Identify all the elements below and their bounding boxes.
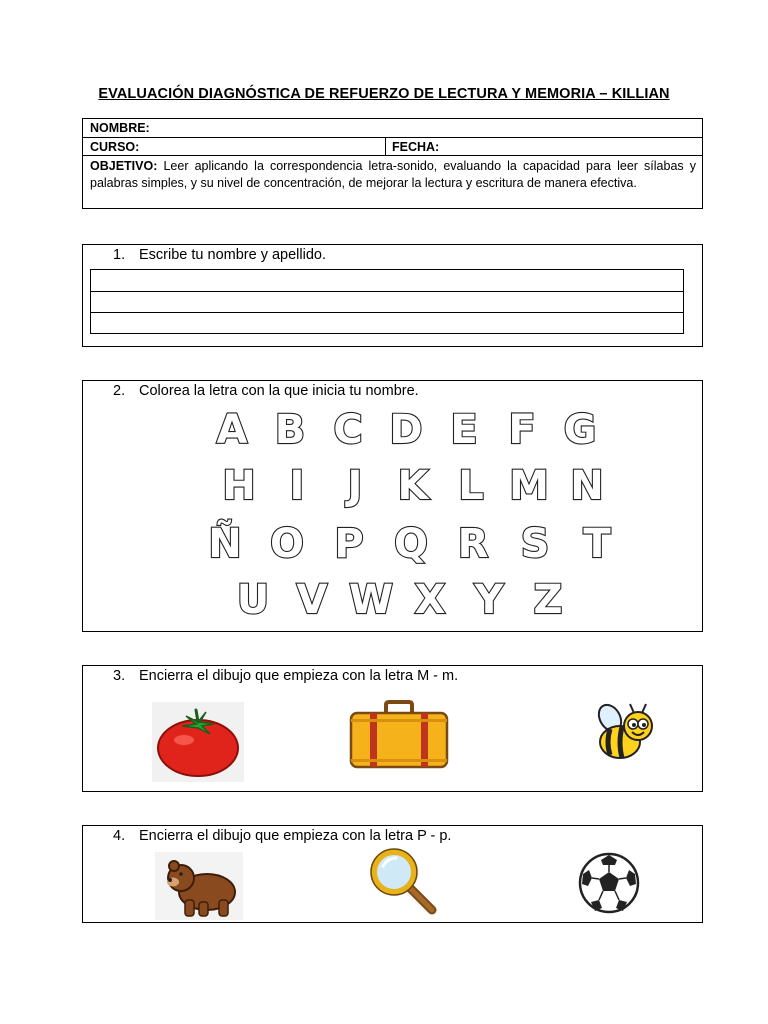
letter-P[interactable]: P bbox=[334, 521, 364, 567]
question-4-prompt bbox=[113, 828, 451, 844]
letter-R[interactable]: R bbox=[457, 521, 489, 567]
objetivo-row bbox=[83, 156, 702, 208]
bee-icon[interactable] bbox=[588, 700, 658, 770]
student-info-table bbox=[82, 118, 703, 209]
question-2-box bbox=[82, 380, 703, 632]
letter-E[interactable]: E bbox=[450, 407, 478, 453]
letter-U[interactable]: U bbox=[236, 577, 270, 623]
letter-Q[interactable]: Q bbox=[393, 521, 429, 567]
suitcase-icon[interactable] bbox=[348, 699, 450, 771]
letter-X[interactable]: X bbox=[414, 577, 446, 623]
letter-F[interactable]: F bbox=[508, 407, 536, 453]
letter-D[interactable]: D bbox=[389, 407, 423, 453]
letter-C[interactable]: C bbox=[333, 407, 363, 453]
letter-I[interactable]: I bbox=[289, 463, 305, 509]
nombre-label: NOMBRE: bbox=[90, 121, 150, 135]
bear-icon[interactable] bbox=[155, 852, 243, 920]
question-3-text: Encierra el dibujo que empieza con la letra M - m. bbox=[139, 668, 459, 684]
question-3-prompt bbox=[113, 668, 458, 684]
question-1-prompt bbox=[113, 247, 326, 263]
page-title: EVALUACIÓN DIAGNÓSTICA DE REFUERZO DE LECTURA Y MEMORIA – KILLIAN bbox=[98, 86, 670, 102]
soccer-ball-icon[interactable] bbox=[577, 852, 641, 914]
question-2-number: 2. bbox=[113, 383, 126, 399]
letter-V[interactable]: V bbox=[296, 577, 328, 623]
letter-S[interactable]: S bbox=[520, 521, 550, 567]
letter-B[interactable]: B bbox=[274, 407, 306, 453]
objetivo-text: Leer aplicando la correspondencia letra-sonido, evaluando la capacidad para leer sílabas y palabras simples, y su nivel de concentración, de mejorar la lectura y escritura de manera efectiva. bbox=[90, 159, 696, 190]
objetivo-label: OBJETIVO: bbox=[90, 159, 158, 173]
letter-H[interactable]: H bbox=[222, 463, 256, 509]
letter-M[interactable]: M bbox=[509, 463, 549, 509]
question-3-box bbox=[82, 665, 703, 792]
tomato-icon[interactable] bbox=[152, 702, 244, 782]
letter-Ñ[interactable]: Ñ bbox=[208, 521, 242, 567]
letter-T[interactable]: T bbox=[583, 521, 611, 567]
question-1-text: Escribe tu nombre y apellido. bbox=[139, 247, 326, 263]
nombre-row bbox=[83, 119, 702, 138]
question-1-number: 1. bbox=[113, 247, 126, 263]
question-4-box bbox=[82, 825, 703, 923]
letter-L[interactable]: L bbox=[458, 463, 484, 509]
fecha-label: FECHA: bbox=[392, 140, 440, 154]
letter-A[interactable]: A bbox=[216, 407, 248, 453]
curso-label: CURSO: bbox=[90, 140, 140, 154]
letter-G[interactable]: G bbox=[563, 407, 597, 453]
question-3-number: 3. bbox=[113, 668, 126, 684]
question-1-box bbox=[82, 244, 703, 347]
letter-N[interactable]: N bbox=[570, 463, 604, 509]
magnifying-glass-icon[interactable] bbox=[368, 846, 440, 918]
curso-fecha-row bbox=[83, 138, 702, 156]
letter-K[interactable]: K bbox=[397, 463, 429, 509]
objetivo-paragraph bbox=[90, 158, 696, 192]
letter-Z[interactable]: Z bbox=[533, 577, 563, 623]
letter-O[interactable]: O bbox=[269, 521, 305, 567]
letter-W[interactable]: W bbox=[348, 577, 394, 623]
letter-Y[interactable]: Y bbox=[474, 577, 504, 623]
alphabet-letters bbox=[83, 381, 704, 631]
question-4-text: Encierra el dibujo que empieza con la letra P - p. bbox=[139, 828, 452, 844]
question-2-text: Colorea la letra con la que inicia tu nombre. bbox=[139, 383, 419, 399]
letter-J[interactable]: J bbox=[347, 463, 363, 509]
question-4-number: 4. bbox=[113, 828, 126, 844]
name-writing-lines[interactable] bbox=[90, 269, 684, 334]
